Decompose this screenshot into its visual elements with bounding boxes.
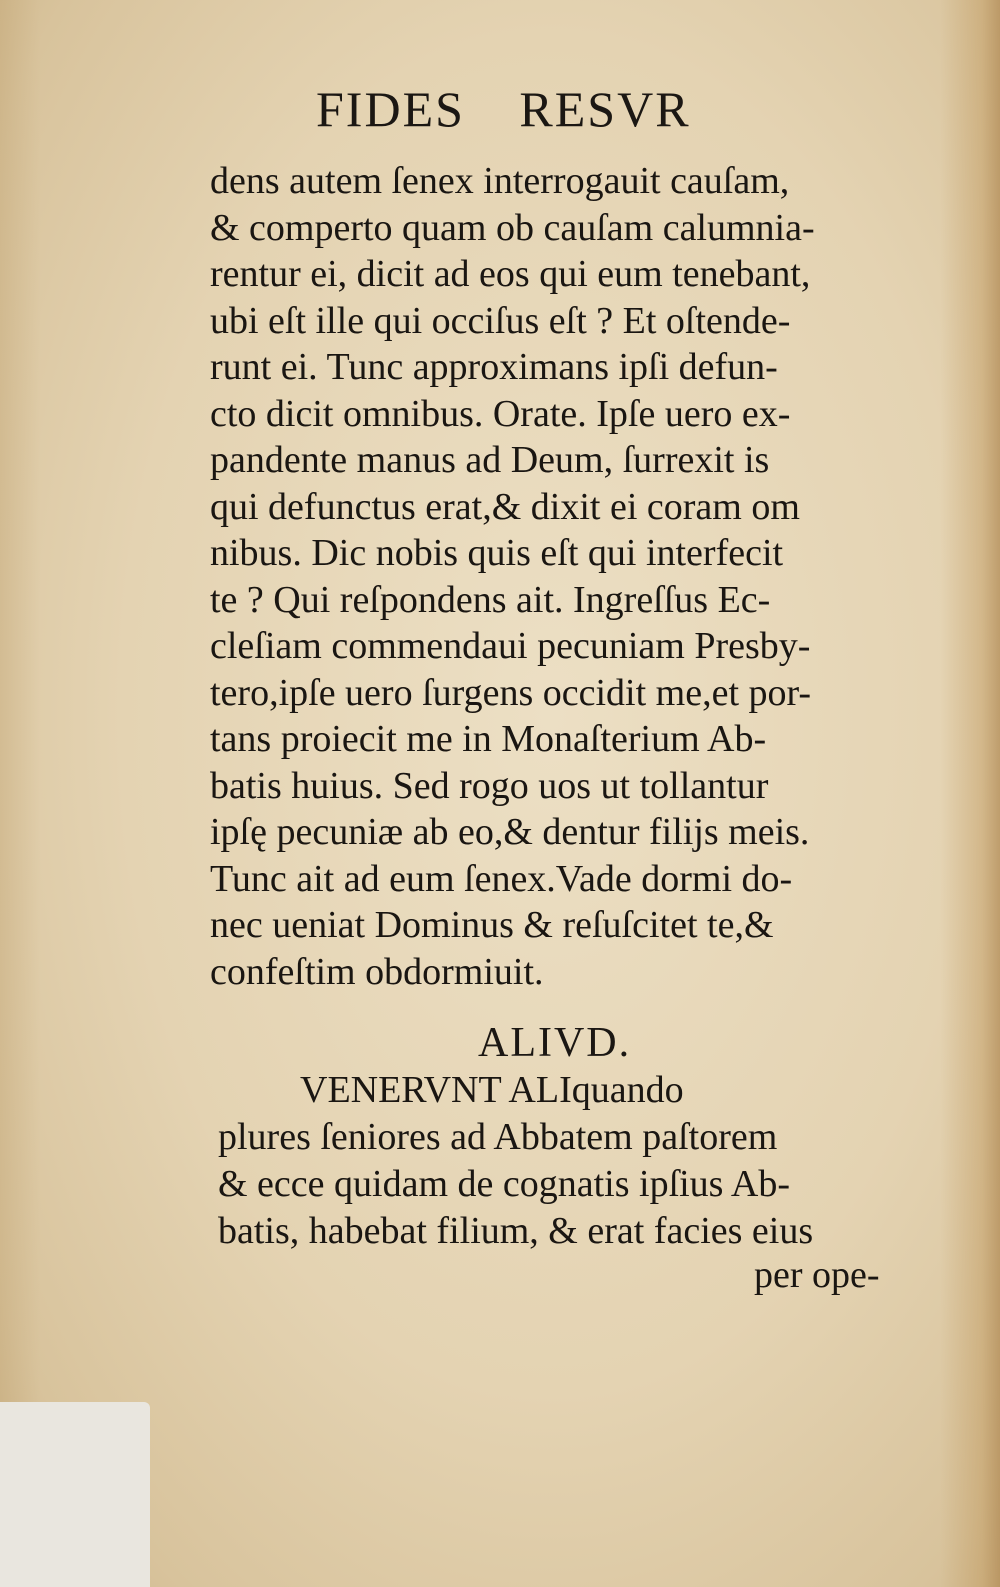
text-line: runt ei. Tunc approximans ipſi defun- [210,346,778,388]
text-line: cleſiam commendaui pecuniam Presby- [210,625,811,667]
text-line: qui defunctus erat,& dixit ei coram om [210,485,800,528]
page-shadow-left [0,0,40,1587]
text-line: dens autem ſenex interrogauit cauſam, [210,160,790,202]
text-line: cto dicit omnibus. Orate. Ipſe uero ex- [210,392,791,435]
section-text [218,1067,918,1255]
text-line: tero,ipſe uero ſurgens occidit me,et por- [210,671,812,714]
catchword: per ope- [754,1254,880,1296]
text-line: tans proiecit me in Monaſterium Ab- [210,718,767,760]
text-line: & ecce quidam de cognatis ipſius Ab- [218,1163,790,1205]
paper-corner-patch [0,1402,150,1587]
text-line: batis, habebat filium, & erat facies eius [218,1210,814,1252]
body-text [210,158,910,995]
text-line: te ? Qui reſpondens ait. Ingreſſus Ec- [210,578,771,621]
text-line: rentur ei, dicit ad eos qui eum tenebant, [210,253,811,295]
text-line: nec ueniat Dominus & reſuſcitet te,& [210,904,774,946]
text-line: nibus. Dic nobis quis eſt qui interfecit [210,532,784,574]
text-line: ubi eſt ille qui occiſus eſt ? Et oſtende- [210,299,791,342]
text-line: confeſtim obdormiuit. [210,950,544,993]
text-line: plures ſeniores ad Abbatem paſtorem [218,1116,778,1158]
text-line: pandente manus ad Deum, ſurrexit is [210,439,770,481]
text-line: Tunc ait ad eum ſenex.Vade dormi do- [210,857,793,900]
text-line: & comperto quam ob cauſam calumnia- [210,206,815,249]
page-edge-stain [940,0,1000,1587]
text-line: ipſę pecuniæ ab eo,& dentur filijs meis. [210,811,810,853]
section-heading: ALIVD. [478,1020,632,1066]
running-head: FIDES RESVR [316,81,691,137]
section-first-line: VENERVNT ALIquando [300,1069,684,1111]
text-line: batis huius. Sed rogo uos ut tollantur [210,764,769,807]
